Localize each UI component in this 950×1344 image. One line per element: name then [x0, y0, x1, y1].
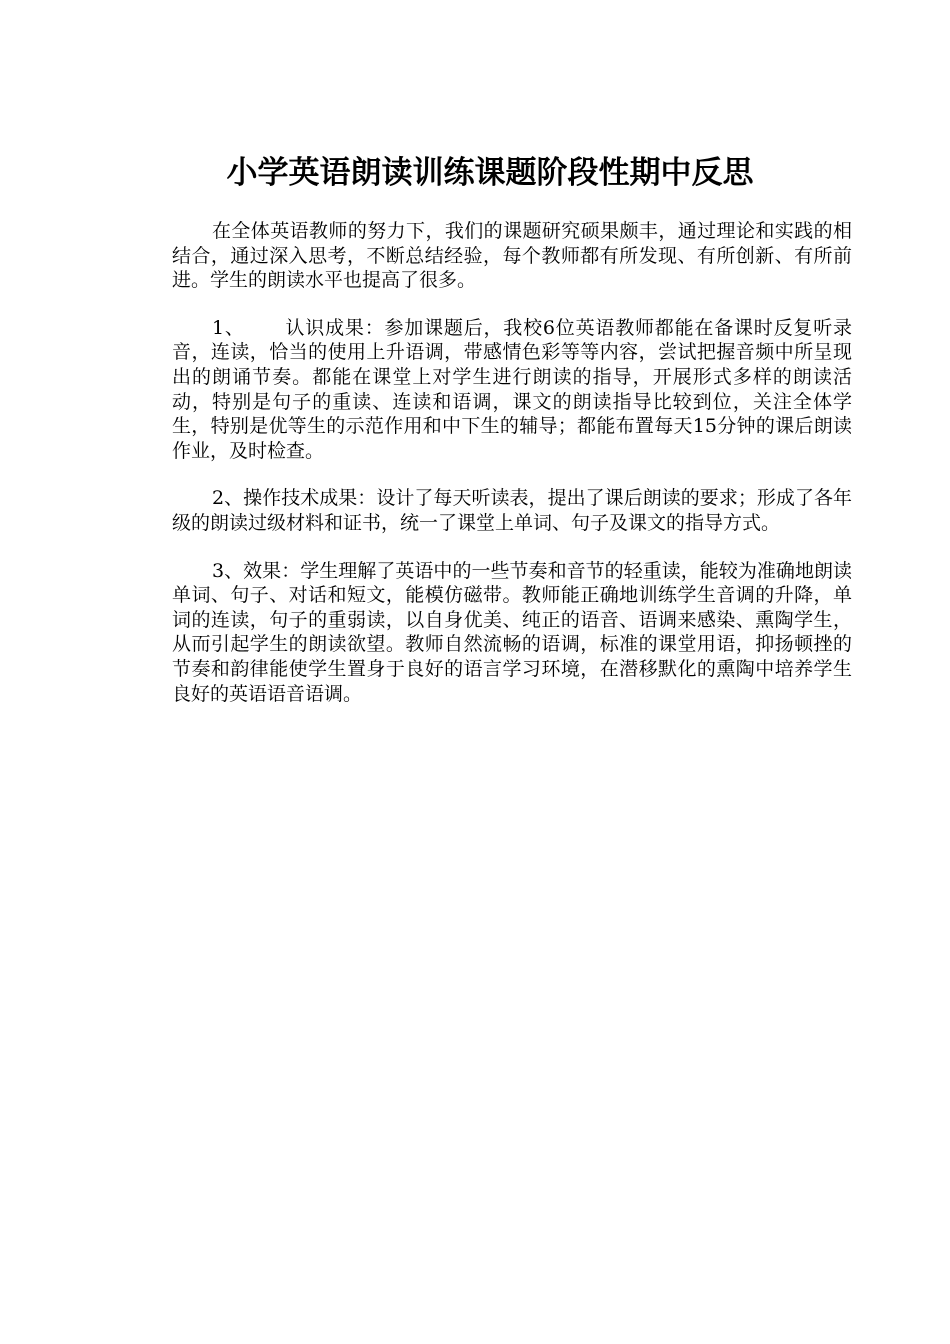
- paragraph-item-1: [172, 316, 852, 464]
- paragraph-item-1-text: 认识成果：参加课题后，我校6位英语教师都能在备课时反复听录音，连读，恰当的使用上升语调，带感情色彩等等内容，尝试把握音频中所呈现出的朗诵节奏。都能在课堂上对学生进行朗读的指导，开展形式多样的朗读活动，特别是句子的重读、连读和语调，课文的朗读指导比较到位，关注全体学生，特别是优等生的示范作用和中下生的辅导；都能布置每天15分钟的课后朗读作业，及时检查。: [172, 316, 853, 462]
- paragraph-intro: 在全体英语教师的努力下，我们的课题研究硕果颇丰，通过理论和实践的相结合，通过深入思考，不断总结经验，每个教师都有所发现、有所创新、有所前进。学生的朗读水平也提高了很多。: [172, 220, 852, 292]
- paragraph-item-2: 2、操作技术成果：设计了每天听读表，提出了课后朗读的要求；形成了各年级的朗读过级材料和证书，统一了课堂上单词、句子及课文的指导方式。: [172, 487, 852, 534]
- paragraph-item-3: 3、效果：学生理解了英语中的一些节奏和音节的轻重读，能较为准确地朗读单词、句子、对话和短文，能模仿磁带。教师能正确地训练学生音调的升降，单词的连读，句子的重弱读，以自身优美、纯正的语音、语调来感染、熏陶学生，从而引起学生的朗读欲望。教师自然流畅的语调，标准的课堂用语，抑扬顿挫的节奏和韵律能使学生置身于良好的语言学习环境，在潜移默化的熏陶中培养学生良好的英语语音语调。: [172, 559, 852, 705]
- document-body: [172, 219, 852, 729]
- document-title: 小学英语朗读训练课题阶段性期中反思: [226, 155, 754, 191]
- item-number: 1、: [212, 316, 245, 339]
